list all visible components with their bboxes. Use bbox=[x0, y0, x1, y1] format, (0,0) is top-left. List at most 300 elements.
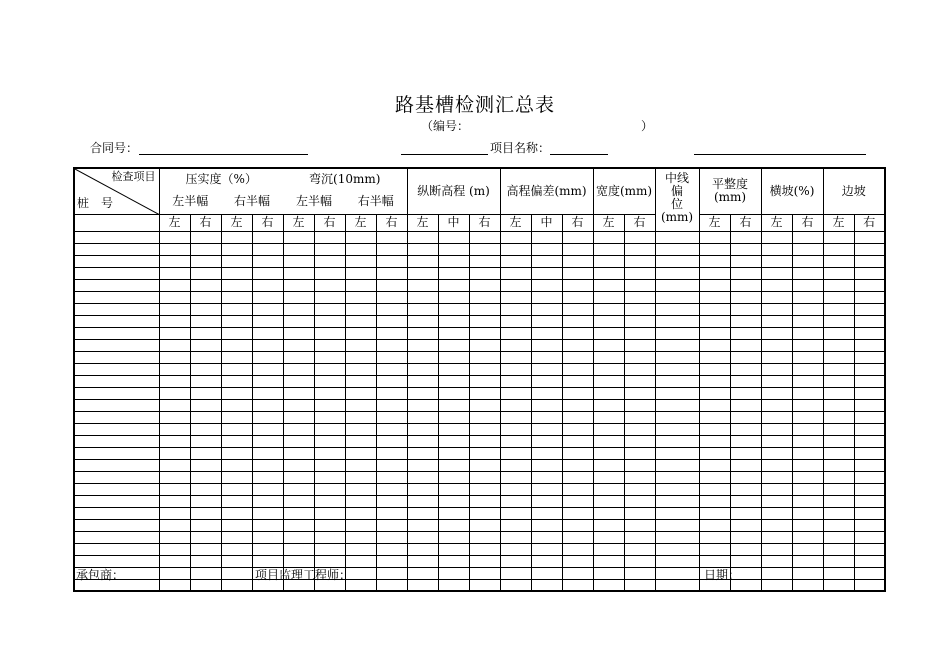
measurement-cell[interactable] bbox=[314, 519, 345, 531]
measurement-cell[interactable] bbox=[624, 483, 655, 495]
project-name-field[interactable] bbox=[550, 154, 608, 155]
measurement-cell[interactable] bbox=[221, 303, 252, 315]
measurement-cell[interactable] bbox=[407, 447, 438, 459]
measurement-cell[interactable] bbox=[562, 255, 593, 267]
measurement-cell[interactable] bbox=[407, 375, 438, 387]
measurement-cell[interactable] bbox=[792, 507, 823, 519]
measurement-cell[interactable] bbox=[407, 423, 438, 435]
measurement-cell[interactable] bbox=[761, 579, 792, 591]
measurement-cell[interactable] bbox=[854, 555, 885, 567]
measurement-cell[interactable] bbox=[792, 243, 823, 255]
measurement-cell[interactable] bbox=[531, 447, 562, 459]
measurement-cell[interactable] bbox=[159, 351, 190, 363]
measurement-cell[interactable] bbox=[252, 255, 283, 267]
measurement-cell[interactable] bbox=[730, 411, 761, 423]
measurement-cell[interactable] bbox=[730, 471, 761, 483]
measurement-cell[interactable] bbox=[376, 267, 407, 279]
measurement-cell[interactable] bbox=[159, 447, 190, 459]
measurement-cell[interactable] bbox=[699, 423, 730, 435]
measurement-cell[interactable] bbox=[190, 447, 221, 459]
measurement-cell[interactable] bbox=[531, 303, 562, 315]
measurement-cell[interactable] bbox=[655, 279, 699, 291]
measurement-cell[interactable] bbox=[562, 279, 593, 291]
measurement-cell[interactable] bbox=[314, 423, 345, 435]
measurement-cell[interactable] bbox=[500, 375, 531, 387]
measurement-cell[interactable] bbox=[699, 231, 730, 243]
station-cell[interactable] bbox=[74, 291, 159, 303]
measurement-cell[interactable] bbox=[159, 303, 190, 315]
measurement-cell[interactable] bbox=[159, 483, 190, 495]
measurement-cell[interactable] bbox=[792, 531, 823, 543]
measurement-cell[interactable] bbox=[699, 279, 730, 291]
measurement-cell[interactable] bbox=[469, 243, 500, 255]
measurement-cell[interactable] bbox=[500, 255, 531, 267]
measurement-cell[interactable] bbox=[314, 363, 345, 375]
measurement-cell[interactable] bbox=[159, 543, 190, 555]
measurement-cell[interactable] bbox=[252, 315, 283, 327]
measurement-cell[interactable] bbox=[438, 399, 469, 411]
measurement-cell[interactable] bbox=[407, 543, 438, 555]
measurement-cell[interactable] bbox=[655, 255, 699, 267]
measurement-cell[interactable] bbox=[376, 231, 407, 243]
measurement-cell[interactable] bbox=[252, 483, 283, 495]
measurement-cell[interactable] bbox=[562, 423, 593, 435]
measurement-cell[interactable] bbox=[823, 327, 854, 339]
measurement-cell[interactable] bbox=[562, 435, 593, 447]
measurement-cell[interactable] bbox=[283, 231, 314, 243]
measurement-cell[interactable] bbox=[792, 339, 823, 351]
measurement-cell[interactable] bbox=[345, 291, 376, 303]
measurement-cell[interactable] bbox=[792, 495, 823, 507]
measurement-cell[interactable] bbox=[283, 327, 314, 339]
measurement-cell[interactable] bbox=[730, 543, 761, 555]
measurement-cell[interactable] bbox=[655, 507, 699, 519]
measurement-cell[interactable] bbox=[730, 363, 761, 375]
measurement-cell[interactable] bbox=[562, 291, 593, 303]
measurement-cell[interactable] bbox=[655, 315, 699, 327]
measurement-cell[interactable] bbox=[593, 567, 624, 579]
measurement-cell[interactable] bbox=[500, 399, 531, 411]
measurement-cell[interactable] bbox=[593, 471, 624, 483]
measurement-cell[interactable] bbox=[593, 459, 624, 471]
station-cell[interactable] bbox=[74, 543, 159, 555]
measurement-cell[interactable] bbox=[730, 447, 761, 459]
measurement-cell[interactable] bbox=[562, 315, 593, 327]
measurement-cell[interactable] bbox=[221, 495, 252, 507]
measurement-cell[interactable] bbox=[500, 411, 531, 423]
measurement-cell[interactable] bbox=[823, 579, 854, 591]
measurement-cell[interactable] bbox=[376, 243, 407, 255]
measurement-cell[interactable] bbox=[252, 519, 283, 531]
measurement-cell[interactable] bbox=[376, 423, 407, 435]
measurement-cell[interactable] bbox=[655, 267, 699, 279]
measurement-cell[interactable] bbox=[761, 303, 792, 315]
measurement-cell[interactable] bbox=[655, 555, 699, 567]
measurement-cell[interactable] bbox=[823, 351, 854, 363]
measurement-cell[interactable] bbox=[699, 387, 730, 399]
measurement-cell[interactable] bbox=[730, 327, 761, 339]
measurement-cell[interactable] bbox=[469, 567, 500, 579]
measurement-cell[interactable] bbox=[438, 507, 469, 519]
measurement-cell[interactable] bbox=[221, 231, 252, 243]
measurement-cell[interactable] bbox=[159, 435, 190, 447]
measurement-cell[interactable] bbox=[562, 231, 593, 243]
measurement-cell[interactable] bbox=[761, 363, 792, 375]
measurement-cell[interactable] bbox=[376, 483, 407, 495]
measurement-cell[interactable] bbox=[854, 399, 885, 411]
measurement-cell[interactable] bbox=[221, 339, 252, 351]
measurement-cell[interactable] bbox=[221, 519, 252, 531]
measurement-cell[interactable] bbox=[438, 327, 469, 339]
measurement-cell[interactable] bbox=[624, 315, 655, 327]
measurement-cell[interactable] bbox=[823, 399, 854, 411]
measurement-cell[interactable] bbox=[562, 579, 593, 591]
measurement-cell[interactable] bbox=[345, 375, 376, 387]
measurement-cell[interactable] bbox=[655, 459, 699, 471]
measurement-cell[interactable] bbox=[438, 375, 469, 387]
measurement-cell[interactable] bbox=[469, 351, 500, 363]
measurement-cell[interactable] bbox=[562, 351, 593, 363]
measurement-cell[interactable] bbox=[190, 435, 221, 447]
measurement-cell[interactable] bbox=[562, 267, 593, 279]
measurement-cell[interactable] bbox=[190, 279, 221, 291]
measurement-cell[interactable] bbox=[761, 423, 792, 435]
measurement-cell[interactable] bbox=[190, 543, 221, 555]
measurement-cell[interactable] bbox=[407, 507, 438, 519]
station-cell[interactable] bbox=[74, 507, 159, 519]
measurement-cell[interactable] bbox=[438, 567, 469, 579]
measurement-cell[interactable] bbox=[823, 339, 854, 351]
station-cell[interactable] bbox=[74, 519, 159, 531]
measurement-cell[interactable] bbox=[531, 375, 562, 387]
measurement-cell[interactable] bbox=[159, 555, 190, 567]
measurement-cell[interactable] bbox=[699, 243, 730, 255]
measurement-cell[interactable] bbox=[761, 471, 792, 483]
measurement-cell[interactable] bbox=[345, 507, 376, 519]
measurement-cell[interactable] bbox=[624, 507, 655, 519]
measurement-cell[interactable] bbox=[792, 375, 823, 387]
measurement-cell[interactable] bbox=[792, 435, 823, 447]
measurement-cell[interactable] bbox=[699, 447, 730, 459]
measurement-cell[interactable] bbox=[407, 519, 438, 531]
measurement-cell[interactable] bbox=[823, 543, 854, 555]
measurement-cell[interactable] bbox=[252, 471, 283, 483]
measurement-cell[interactable] bbox=[345, 399, 376, 411]
measurement-cell[interactable] bbox=[159, 243, 190, 255]
measurement-cell[interactable] bbox=[761, 483, 792, 495]
measurement-cell[interactable] bbox=[469, 291, 500, 303]
measurement-cell[interactable] bbox=[252, 339, 283, 351]
measurement-cell[interactable] bbox=[314, 315, 345, 327]
measurement-cell[interactable] bbox=[438, 351, 469, 363]
measurement-cell[interactable] bbox=[655, 579, 699, 591]
measurement-cell[interactable] bbox=[823, 567, 854, 579]
measurement-cell[interactable] bbox=[823, 243, 854, 255]
measurement-cell[interactable] bbox=[500, 291, 531, 303]
measurement-cell[interactable] bbox=[345, 531, 376, 543]
measurement-cell[interactable] bbox=[438, 315, 469, 327]
station-cell[interactable] bbox=[74, 303, 159, 315]
measurement-cell[interactable] bbox=[624, 495, 655, 507]
station-cell[interactable] bbox=[74, 531, 159, 543]
measurement-cell[interactable] bbox=[624, 303, 655, 315]
measurement-cell[interactable] bbox=[283, 351, 314, 363]
measurement-cell[interactable] bbox=[438, 531, 469, 543]
measurement-cell[interactable] bbox=[314, 351, 345, 363]
measurement-cell[interactable] bbox=[376, 327, 407, 339]
measurement-cell[interactable] bbox=[593, 327, 624, 339]
measurement-cell[interactable] bbox=[593, 411, 624, 423]
measurement-cell[interactable] bbox=[562, 339, 593, 351]
measurement-cell[interactable] bbox=[221, 423, 252, 435]
measurement-cell[interactable] bbox=[854, 483, 885, 495]
measurement-cell[interactable] bbox=[376, 555, 407, 567]
measurement-cell[interactable] bbox=[500, 315, 531, 327]
measurement-cell[interactable] bbox=[438, 423, 469, 435]
measurement-cell[interactable] bbox=[438, 243, 469, 255]
measurement-cell[interactable] bbox=[345, 387, 376, 399]
measurement-cell[interactable] bbox=[730, 531, 761, 543]
measurement-cell[interactable] bbox=[624, 243, 655, 255]
measurement-cell[interactable] bbox=[407, 411, 438, 423]
measurement-cell[interactable] bbox=[376, 339, 407, 351]
measurement-cell[interactable] bbox=[345, 363, 376, 375]
measurement-cell[interactable] bbox=[438, 255, 469, 267]
measurement-cell[interactable] bbox=[190, 495, 221, 507]
measurement-cell[interactable] bbox=[190, 423, 221, 435]
measurement-cell[interactable] bbox=[159, 423, 190, 435]
measurement-cell[interactable] bbox=[376, 519, 407, 531]
station-cell[interactable] bbox=[74, 231, 159, 243]
measurement-cell[interactable] bbox=[500, 555, 531, 567]
measurement-cell[interactable] bbox=[761, 531, 792, 543]
measurement-cell[interactable] bbox=[438, 411, 469, 423]
measurement-cell[interactable] bbox=[624, 327, 655, 339]
measurement-cell[interactable] bbox=[190, 411, 221, 423]
measurement-cell[interactable] bbox=[624, 519, 655, 531]
measurement-cell[interactable] bbox=[593, 435, 624, 447]
measurement-cell[interactable] bbox=[593, 555, 624, 567]
measurement-cell[interactable] bbox=[854, 411, 885, 423]
measurement-cell[interactable] bbox=[562, 327, 593, 339]
measurement-cell[interactable] bbox=[854, 507, 885, 519]
measurement-cell[interactable] bbox=[376, 447, 407, 459]
measurement-cell[interactable] bbox=[190, 387, 221, 399]
measurement-cell[interactable] bbox=[792, 411, 823, 423]
measurement-cell[interactable] bbox=[221, 435, 252, 447]
measurement-cell[interactable] bbox=[221, 531, 252, 543]
measurement-cell[interactable] bbox=[252, 543, 283, 555]
measurement-cell[interactable] bbox=[500, 387, 531, 399]
measurement-cell[interactable] bbox=[469, 279, 500, 291]
measurement-cell[interactable] bbox=[376, 279, 407, 291]
measurement-cell[interactable] bbox=[531, 387, 562, 399]
measurement-cell[interactable] bbox=[159, 579, 190, 591]
measurement-cell[interactable] bbox=[792, 423, 823, 435]
measurement-cell[interactable] bbox=[699, 291, 730, 303]
measurement-cell[interactable] bbox=[562, 375, 593, 387]
measurement-cell[interactable] bbox=[469, 471, 500, 483]
measurement-cell[interactable] bbox=[562, 495, 593, 507]
measurement-cell[interactable] bbox=[469, 555, 500, 567]
measurement-cell[interactable] bbox=[730, 231, 761, 243]
measurement-cell[interactable] bbox=[792, 363, 823, 375]
measurement-cell[interactable] bbox=[376, 375, 407, 387]
measurement-cell[interactable] bbox=[345, 519, 376, 531]
measurement-cell[interactable] bbox=[761, 543, 792, 555]
measurement-cell[interactable] bbox=[655, 303, 699, 315]
measurement-cell[interactable] bbox=[407, 435, 438, 447]
measurement-cell[interactable] bbox=[699, 351, 730, 363]
station-cell[interactable] bbox=[74, 423, 159, 435]
measurement-cell[interactable] bbox=[190, 555, 221, 567]
measurement-cell[interactable] bbox=[624, 435, 655, 447]
measurement-cell[interactable] bbox=[730, 387, 761, 399]
measurement-cell[interactable] bbox=[624, 423, 655, 435]
measurement-cell[interactable] bbox=[655, 363, 699, 375]
measurement-cell[interactable] bbox=[531, 507, 562, 519]
measurement-cell[interactable] bbox=[190, 351, 221, 363]
measurement-cell[interactable] bbox=[469, 435, 500, 447]
measurement-cell[interactable] bbox=[562, 471, 593, 483]
measurement-cell[interactable] bbox=[376, 435, 407, 447]
station-cell[interactable] bbox=[74, 327, 159, 339]
measurement-cell[interactable] bbox=[221, 507, 252, 519]
measurement-cell[interactable] bbox=[699, 411, 730, 423]
measurement-cell[interactable] bbox=[792, 315, 823, 327]
measurement-cell[interactable] bbox=[345, 243, 376, 255]
measurement-cell[interactable] bbox=[469, 483, 500, 495]
measurement-cell[interactable] bbox=[407, 483, 438, 495]
measurement-cell[interactable] bbox=[500, 519, 531, 531]
measurement-cell[interactable] bbox=[314, 267, 345, 279]
measurement-cell[interactable] bbox=[314, 399, 345, 411]
measurement-cell[interactable] bbox=[761, 327, 792, 339]
measurement-cell[interactable] bbox=[407, 399, 438, 411]
measurement-cell[interactable] bbox=[823, 387, 854, 399]
measurement-cell[interactable] bbox=[376, 471, 407, 483]
measurement-cell[interactable] bbox=[562, 243, 593, 255]
measurement-cell[interactable] bbox=[159, 567, 190, 579]
measurement-cell[interactable] bbox=[345, 435, 376, 447]
measurement-cell[interactable] bbox=[252, 459, 283, 471]
measurement-cell[interactable] bbox=[407, 567, 438, 579]
measurement-cell[interactable] bbox=[531, 243, 562, 255]
measurement-cell[interactable] bbox=[438, 279, 469, 291]
measurement-cell[interactable] bbox=[761, 279, 792, 291]
measurement-cell[interactable] bbox=[407, 579, 438, 591]
measurement-cell[interactable] bbox=[407, 495, 438, 507]
measurement-cell[interactable] bbox=[345, 279, 376, 291]
measurement-cell[interactable] bbox=[593, 543, 624, 555]
measurement-cell[interactable] bbox=[792, 231, 823, 243]
measurement-cell[interactable] bbox=[500, 579, 531, 591]
measurement-cell[interactable] bbox=[159, 375, 190, 387]
measurement-cell[interactable] bbox=[252, 399, 283, 411]
measurement-cell[interactable] bbox=[159, 531, 190, 543]
measurement-cell[interactable] bbox=[792, 543, 823, 555]
measurement-cell[interactable] bbox=[593, 255, 624, 267]
measurement-cell[interactable] bbox=[593, 495, 624, 507]
measurement-cell[interactable] bbox=[792, 327, 823, 339]
measurement-cell[interactable] bbox=[469, 399, 500, 411]
measurement-cell[interactable] bbox=[190, 567, 221, 579]
measurement-cell[interactable] bbox=[562, 567, 593, 579]
measurement-cell[interactable] bbox=[500, 543, 531, 555]
measurement-cell[interactable] bbox=[221, 411, 252, 423]
measurement-cell[interactable] bbox=[190, 339, 221, 351]
measurement-cell[interactable] bbox=[314, 291, 345, 303]
measurement-cell[interactable] bbox=[345, 231, 376, 243]
measurement-cell[interactable] bbox=[531, 267, 562, 279]
measurement-cell[interactable] bbox=[531, 459, 562, 471]
measurement-cell[interactable] bbox=[823, 375, 854, 387]
measurement-cell[interactable] bbox=[593, 519, 624, 531]
measurement-cell[interactable] bbox=[252, 447, 283, 459]
measurement-cell[interactable] bbox=[376, 255, 407, 267]
measurement-cell[interactable] bbox=[438, 459, 469, 471]
measurement-cell[interactable] bbox=[376, 411, 407, 423]
measurement-cell[interactable] bbox=[438, 447, 469, 459]
measurement-cell[interactable] bbox=[854, 543, 885, 555]
measurement-cell[interactable] bbox=[699, 435, 730, 447]
measurement-cell[interactable] bbox=[823, 267, 854, 279]
measurement-cell[interactable] bbox=[792, 351, 823, 363]
measurement-cell[interactable] bbox=[314, 339, 345, 351]
measurement-cell[interactable] bbox=[655, 243, 699, 255]
measurement-cell[interactable] bbox=[221, 351, 252, 363]
measurement-cell[interactable] bbox=[500, 243, 531, 255]
measurement-cell[interactable] bbox=[469, 579, 500, 591]
measurement-cell[interactable] bbox=[283, 339, 314, 351]
measurement-cell[interactable] bbox=[531, 519, 562, 531]
measurement-cell[interactable] bbox=[500, 279, 531, 291]
measurement-cell[interactable] bbox=[500, 339, 531, 351]
measurement-cell[interactable] bbox=[854, 579, 885, 591]
measurement-cell[interactable] bbox=[252, 375, 283, 387]
measurement-cell[interactable] bbox=[469, 519, 500, 531]
station-cell[interactable] bbox=[74, 447, 159, 459]
station-cell[interactable] bbox=[74, 363, 159, 375]
measurement-cell[interactable] bbox=[283, 411, 314, 423]
measurement-cell[interactable] bbox=[407, 387, 438, 399]
measurement-cell[interactable] bbox=[699, 339, 730, 351]
measurement-cell[interactable] bbox=[407, 555, 438, 567]
measurement-cell[interactable] bbox=[314, 375, 345, 387]
measurement-cell[interactable] bbox=[314, 411, 345, 423]
measurement-cell[interactable] bbox=[624, 267, 655, 279]
measurement-cell[interactable] bbox=[531, 411, 562, 423]
measurement-cell[interactable] bbox=[655, 291, 699, 303]
station-cell[interactable] bbox=[74, 279, 159, 291]
measurement-cell[interactable] bbox=[221, 267, 252, 279]
measurement-cell[interactable] bbox=[159, 327, 190, 339]
measurement-cell[interactable] bbox=[624, 447, 655, 459]
measurement-cell[interactable] bbox=[624, 543, 655, 555]
measurement-cell[interactable] bbox=[531, 291, 562, 303]
measurement-cell[interactable] bbox=[593, 375, 624, 387]
measurement-cell[interactable] bbox=[730, 291, 761, 303]
measurement-cell[interactable] bbox=[438, 303, 469, 315]
measurement-cell[interactable] bbox=[730, 303, 761, 315]
measurement-cell[interactable] bbox=[854, 279, 885, 291]
measurement-cell[interactable] bbox=[500, 447, 531, 459]
measurement-cell[interactable] bbox=[624, 339, 655, 351]
station-cell[interactable] bbox=[74, 339, 159, 351]
measurement-cell[interactable] bbox=[792, 303, 823, 315]
measurement-cell[interactable] bbox=[252, 423, 283, 435]
measurement-cell[interactable] bbox=[593, 279, 624, 291]
